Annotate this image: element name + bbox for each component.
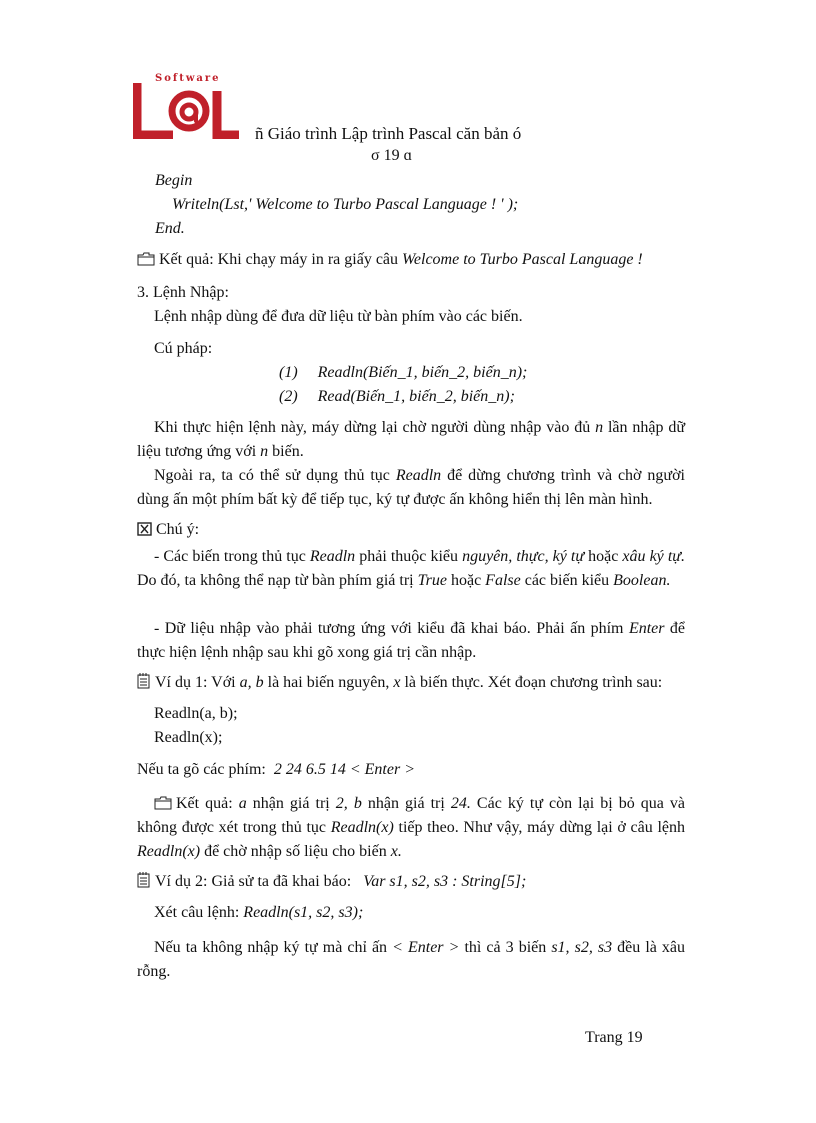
text-run: để thực hiện lệnh nhập sau khi gõ xong giá trị cần nhập.: [137, 620, 686, 661]
notepad-icon: [137, 872, 151, 888]
code-begin: Begin: [155, 172, 193, 189]
text-run: x.: [390, 843, 402, 860]
text-run: lần nhập dữ liệu tương ứng với: [137, 419, 685, 460]
text-run: phải thuộc kiểu: [355, 548, 463, 565]
note-item-1: [137, 545, 685, 593]
text-run: Nếu ta không nhập ký tự mà chỉ ấn: [154, 939, 393, 956]
example-2-statement: [154, 904, 363, 922]
text-run: tiếp theo. Như vậy, máy dừng lại ở câu lệnh: [393, 819, 685, 836]
paragraph-1: [137, 416, 685, 464]
example-2-heading: [137, 872, 526, 891]
example-1-heading: [137, 673, 662, 692]
text-run: hoặc: [446, 572, 486, 589]
text-run: đều là xâu rỗng.: [137, 939, 686, 980]
text-run: xâu ký tự.: [622, 548, 686, 565]
text-run: a: [238, 795, 247, 812]
example-1-code-1: Readln(a, b);: [154, 705, 238, 722]
header-title: ñ Giáo trình Lập trình Pascal căn bản ó: [255, 124, 522, 143]
syntax-1: [279, 364, 527, 382]
notepad-icon: [137, 673, 151, 689]
text-run: Khi thực hiện lệnh này, máy dừng lại chờ người dùng nhập vào đủ: [154, 419, 596, 436]
text-run: để dừng chương trình và chờ người dùng ấn một phím bất kỳ để tiếp tục, ký tự được ấn không hiển thị lên màn hình.: [137, 467, 686, 508]
result-1-text: Kết quả: Khi chạy máy in ra giấy câu: [159, 251, 403, 268]
text-run: s1, s2, s3: [551, 939, 613, 956]
text-run: n: [260, 443, 269, 460]
checkbox-x-icon: [137, 522, 152, 536]
example-2-paragraph: [137, 936, 685, 984]
text-run: Var s1, s2, s3 : String[5];: [363, 873, 527, 890]
note-label: Chú ý:: [156, 521, 200, 538]
note-item-2: [137, 617, 685, 665]
logo-software-text: Software: [155, 73, 221, 84]
text-run: Enter: [628, 620, 665, 637]
text-run: thì cả 3 biến: [459, 939, 552, 956]
text-run: Readln(s1, s2, s3);: [243, 904, 364, 921]
page-number: Trang 19: [585, 1029, 643, 1046]
text-run: biến.: [268, 443, 304, 460]
example-1-result: [137, 792, 685, 864]
text-run: Ví dụ 1: Với: [155, 674, 240, 691]
text-run: Nếu ta gõ các phím:: [137, 761, 266, 778]
text-run: x: [393, 674, 401, 691]
text-run: Ngoài ra, ta có thể sử dụng thủ tục: [154, 467, 396, 484]
syntax-1-num: (1): [279, 364, 298, 381]
text-run: nhận giá trị: [246, 795, 336, 812]
note-heading: [137, 521, 199, 539]
text-run: Ví dụ 2: Giả sử ta đã khai báo:: [155, 873, 352, 890]
text-run: Readln(x): [137, 843, 201, 860]
text-run: để chờ nhập số liệu cho biến: [200, 843, 391, 860]
text-run: - Dữ liệu nhập vào phải tương ứng với kiểu đã khai báo. Phải ấn phím: [154, 620, 629, 637]
code-end: End.: [155, 220, 185, 237]
text-run: - Các biến trong thủ tục: [154, 548, 310, 565]
example-1-code-2: Readln(x);: [154, 729, 223, 746]
text-run: Boolean.: [613, 572, 671, 589]
text-run: là biến thực. Xét đoạn chương trình sau:: [400, 674, 663, 691]
code-writeln: Writeln(Lst,' Welcome to Turbo Pascal Language ! ' );: [172, 196, 519, 213]
logo: [133, 73, 243, 139]
text-run: 2, b: [335, 795, 362, 812]
text-run: Các ký tự còn lại bị bỏ qua và không được xét trong thủ tục: [137, 795, 685, 836]
text-run: Kết quả:: [176, 795, 239, 812]
text-run: Xét câu lệnh:: [154, 904, 244, 921]
text-run: n: [595, 419, 604, 436]
text-run: 24.: [450, 795, 471, 812]
text-run: các biến kiểu: [520, 572, 614, 589]
paragraph-2: [137, 464, 685, 512]
text-run: nhận giá trị: [361, 795, 451, 812]
text-run: a, b: [239, 674, 264, 691]
syntax-1-code: Readln(Biến_1, biến_2, biến_n);: [317, 364, 528, 381]
text-run: Readln: [395, 467, 442, 484]
text-run: Readln(x): [330, 819, 394, 836]
result-1-italic: Welcome to Turbo Pascal Language !: [402, 251, 643, 268]
text-run: là hai biến nguyên,: [263, 674, 394, 691]
text-run: True: [417, 572, 447, 589]
syntax-2-num: (2): [279, 388, 298, 405]
text-run: hoặc: [584, 548, 623, 565]
folder-icon: [154, 796, 172, 810]
section-heading: 3. Lệnh Nhập:: [137, 284, 229, 301]
text-run: False: [485, 572, 521, 589]
text-run: Readln: [309, 548, 356, 565]
result-1: [137, 251, 643, 269]
text-run: Do đó, ta không thể nạp từ bàn phím giá trị: [137, 572, 418, 589]
section-desc: Lệnh nhập dùng để đưa dữ liệu từ bàn phím vào các biến.: [154, 308, 523, 325]
syntax-2: [279, 388, 515, 406]
syntax-label: Cú pháp:: [154, 340, 213, 357]
text-run: < Enter >: [392, 939, 460, 956]
text-run: nguyên, thực, ký tự: [462, 548, 585, 565]
syntax-2-code: Read(Biến_1, biến_2, biến_n);: [317, 388, 515, 405]
page-mark: σ 19 ɑ: [371, 147, 412, 164]
example-1-keys: [137, 761, 415, 779]
folder-icon: [137, 252, 155, 266]
text-run: 2 24 6.5 14 < Enter >: [273, 761, 415, 778]
logo-mark-icon: [133, 81, 243, 139]
